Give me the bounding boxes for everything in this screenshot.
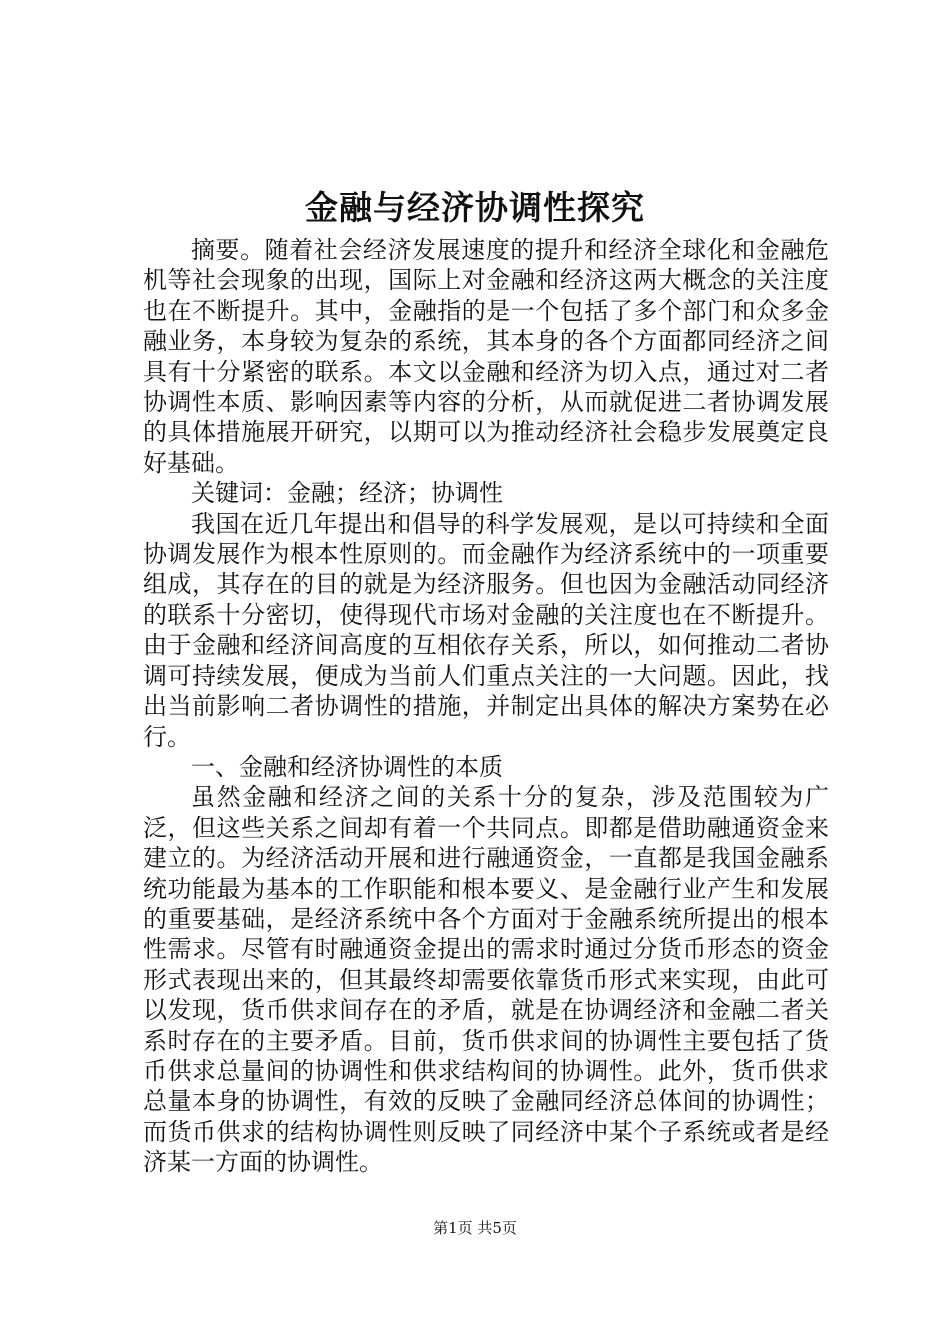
section-heading: 一、金融和经济协调性的本质: [191, 752, 503, 781]
abstract-paragraph: 摘要。随着社会经济发展速度的提升和经济全球化和金融危机等社会现象的出现，国际上对金融和经济这两大概念的关注度也在不断提升。其中，金融指的是一个包括了多个部门和众多金融业务，本身较为复杂的系统，其本身的各个方面都同经济之间具有十分紧密的联系。本文以金融和经济为切入点，通过对二者协调性本质、影响因素等内容的分析，从而就促进二者协调发展的具体措施展开研究，以期可以为推动经济社会稳步发展奠定良好基础。: [143, 236, 829, 477]
document-body: [143, 235, 829, 1178]
page-footer: 第1页 共5页: [433, 1219, 517, 1237]
intro-paragraph: 我国在近几年提出和倡导的科学发展观，是以可持续和全面协调发展作为根本性原则的。而金融作为经济系统中的一项重要组成，其存在的目的就是为经济服务。但也因为金融活动同经济的联系十分密切，使得现代市场对金融的关注度也在不断提升。由于金融和经济间高度的互相依存关系，所以，如何推动二者协调可持续发展，便成为当前人们重点关注的一大问题。因此，找出当前影响二者协调性的措施，并制定出具体的解决方案势在必行。: [143, 509, 829, 751]
keywords-line: 关键词：金融；经济；协调性: [191, 479, 503, 508]
document-title: 金融与经济协调性探究: [305, 188, 645, 227]
section-paragraph: 虽然金融和经济之间的关系十分的复杂，涉及范围较为广泛，但这些关系之间却有着一个共同点。即都是借助融通资金来建立的。为经济活动开展和进行融通资金，一直都是我国金融系统功能最为基本的工作职能和根本要义、是金融行业产生和发展的重要基础，是经济系统中各个方面对于金融系统所提出的根本性需求。尽管有时融通资金提出的需求时通过分货币形态的资金形式表现出来的，但其最终却需要依靠货币形式来实现，由此可以发现，货币供求间存在的矛盾，就是在协调经济和金融二者关系时存在的主要矛盾。目前，货币供求间的协调性主要包括了货币供求总量间的协调性和供求结构间的协调性。此外，货币供求总量本身的协调性，有效的反映了金融同经济总体间的协调性；而货币供求的结构协调性则反映了同经济中某个子系统或者是经济某一方面的协调性。: [143, 783, 829, 1177]
